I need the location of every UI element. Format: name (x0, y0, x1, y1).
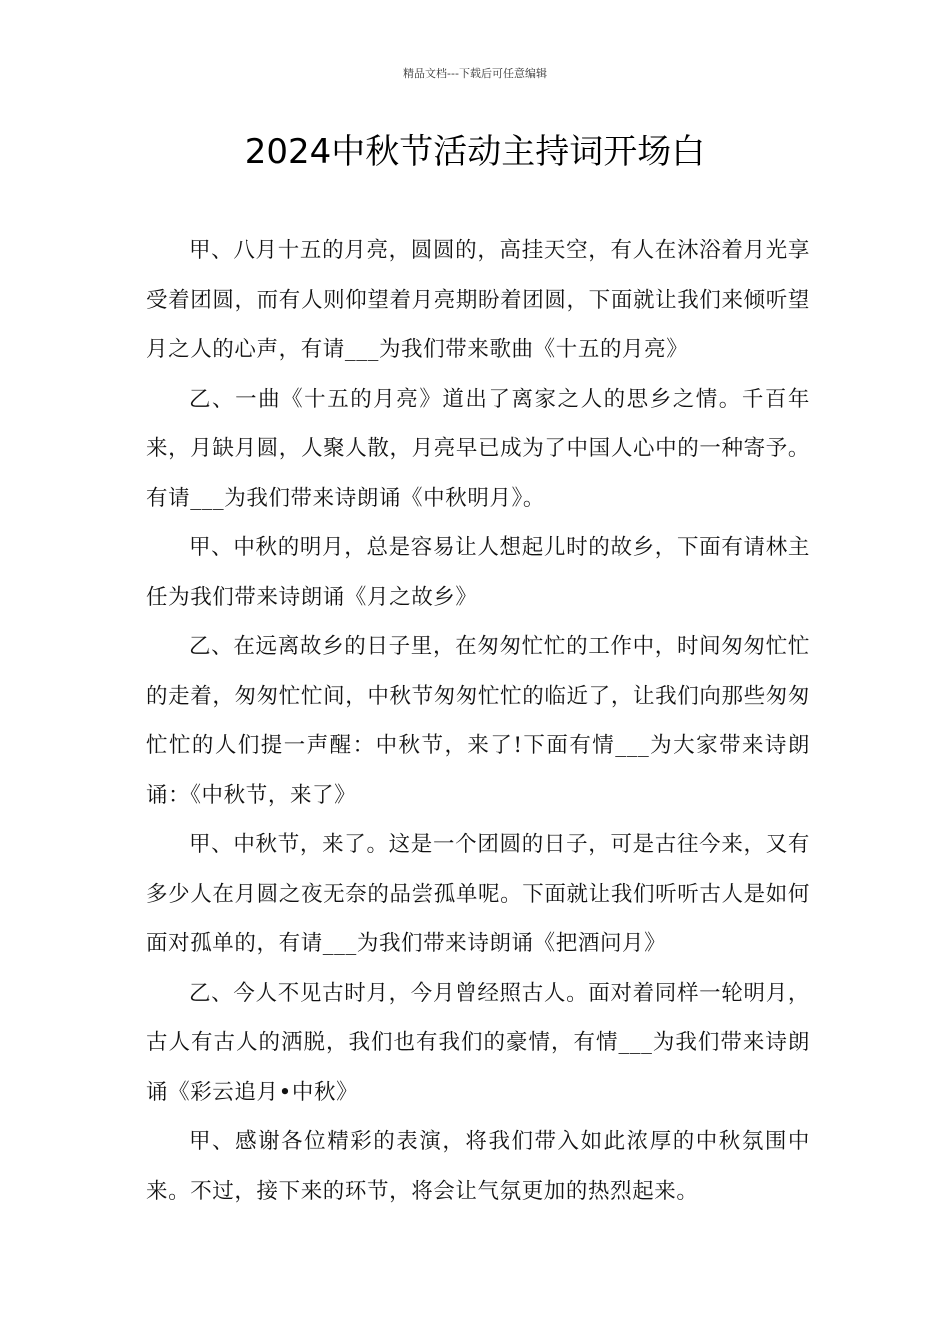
document-title: 2024中秋节活动主持词开场白 (244, 132, 706, 172)
document-body (146, 226, 810, 1216)
page-header: 精品文档---下载后可任意编辑 (403, 67, 547, 80)
paragraph: 乙、一曲《十五的月亮》道出了离家之人的思乡之情。千百年来，月缺月圆，人聚人散，月亮早已成为了中国人心中的一种寄予。有请___为我们带来诗朗诵《中秋明月》。 (146, 386, 810, 511)
paragraph: 乙、今人不见古时月，今月曾经照古人。面对着同样一轮明月，古人有古人的洒脱，我们也有我们的豪情，有情___为我们带来诗朗诵《彩云追月•中秋》 (146, 980, 810, 1105)
paragraph: 甲、中秋的明月，总是容易让人想起儿时的故乡，下面有请林主任为我们带来诗朗诵《月之故乡》 (146, 535, 810, 610)
paragraph: 甲、感谢各位精彩的表演，将我们带入如此浓厚的中秋氛围中来。不过，接下来的环节，将会让气氛更加的热烈起来。 (146, 1129, 810, 1204)
paragraph: 乙、在远离故乡的日子里，在匆匆忙忙的工作中，时间匆匆忙忙的走着，匆匆忙忙间，中秋节匆匆忙忙的临近了，让我们向那些匆匆忙忙的人们提一声醒：中秋节，来了!下面有情___为大家带来诗朗诵：《中秋节，来了》 (146, 634, 810, 808)
paragraph: 甲、中秋节，来了。这是一个团圆的日子，可是古往今来，又有多少人在月圆之夜无奈的品尝孤单呢。下面就让我们听听古人是如何面对孤单的，有请___为我们带来诗朗诵《把酒问月》 (146, 832, 810, 956)
paragraph: 甲、八月十五的月亮，圆圆的，高挂天空，有人在沐浴着月光享受着团圆，而有人则仰望着月亮期盼着团圆，下面就让我们来倾听望月之人的心声，有请___为我们带来歌曲《十五的月亮》 (146, 238, 810, 362)
